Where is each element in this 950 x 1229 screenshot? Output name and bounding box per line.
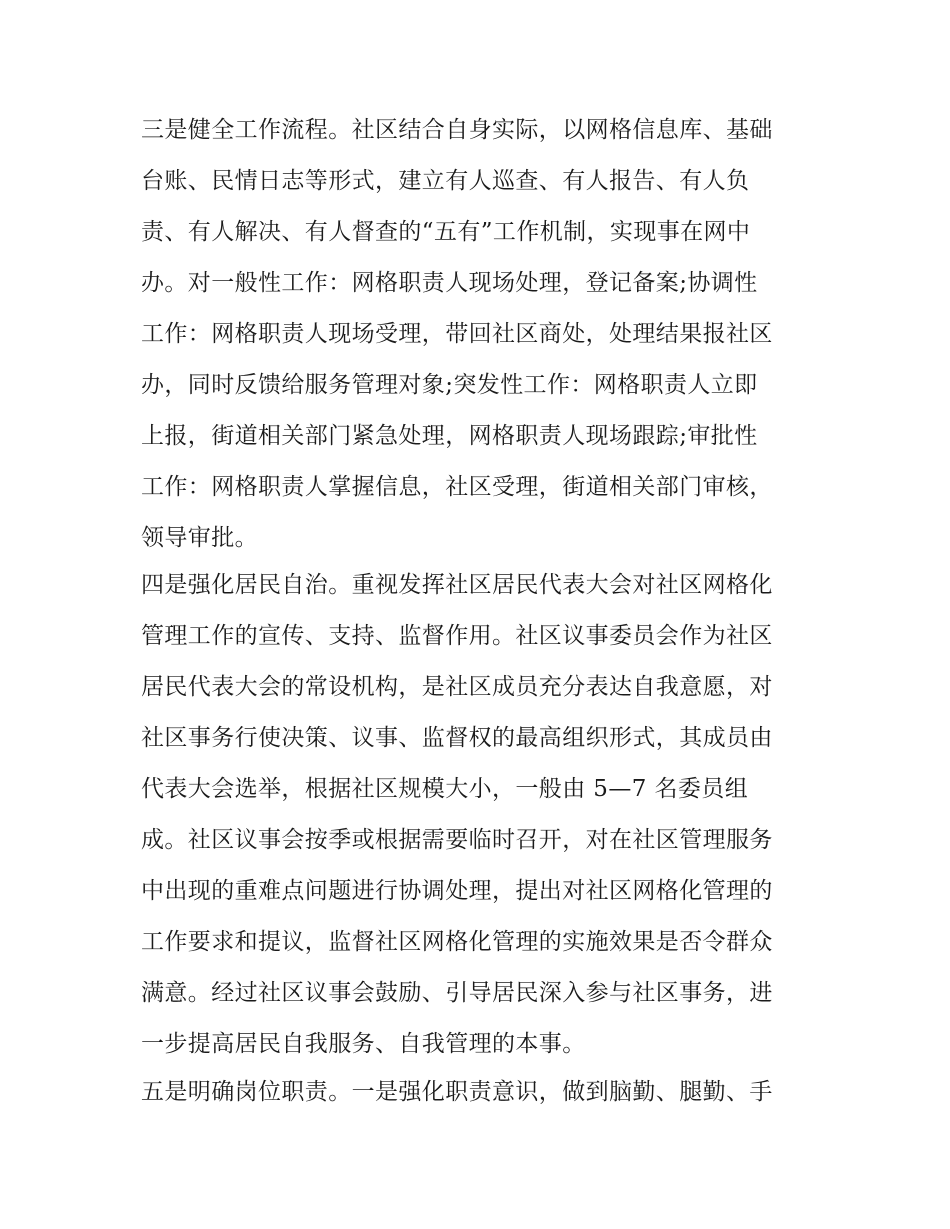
- text-line: 工作要求和提议，监督社区网格化管理的实施效果是否令群众: [141, 929, 773, 955]
- text-line: 一步提高居民自我服务、自我管理的本事。: [141, 1031, 586, 1057]
- text-line: 中出现的重难点问题进行协调处理，提出对社区网格化管理的: [141, 878, 773, 904]
- text-line: 台账、民情日志等形式，建立有人巡查、有人报告、有人负: [141, 168, 750, 194]
- text-line: 工作：网格职责人现场受理，带回社区商处，处理结果报社区: [141, 321, 773, 347]
- text-line: 上报，街道相关部门紧急处理，网格职责人现场跟踪;审批性: [141, 423, 758, 449]
- text-line: 满意。经过社区议事会鼓励、引导居民深入参与社区事务，进: [141, 980, 773, 1006]
- text-line: 代表大会选举，根据社区规模大小，一般由 5—7 名委员组: [141, 776, 749, 802]
- text-line: 成。社区议事会按季或根据需要临时召开，对在社区管理服务: [141, 827, 773, 853]
- text-line: 管理工作的宣传、支持、监督作用。社区议事委员会作为社区: [141, 623, 773, 649]
- text-line: 工作：网格职责人掌握信息，社区受理，街道相关部门审核，: [141, 474, 773, 500]
- text-line: 居民代表大会的常设机构，是社区成员充分表达自我意愿，对: [141, 674, 773, 700]
- text-line: 五是明确岗位职责。一是强化职责意识，做到脑勤、腿勤、手: [141, 1079, 773, 1105]
- text-line: 社区事务行使决策、议事、监督权的最高组织形式，其成员由: [141, 725, 773, 751]
- text-line: 四是强化居民自治。重视发挥社区居民代表大会对社区网格化: [141, 572, 773, 598]
- text-line: 责、有人解决、有人督查的“五有”工作机制，实现事在网中: [141, 219, 751, 245]
- text-line: 三是健全工作流程。社区结合自身实际，以网格信息库、基础: [141, 117, 773, 143]
- text-line: 领导审批。: [141, 525, 258, 551]
- text-line: 办。对一般性工作：网格职责人现场处理，登记备案;协调性: [141, 270, 758, 296]
- text-line: 办，同时反馈给服务管理对象;突发性工作：网格职责人立即: [141, 372, 758, 398]
